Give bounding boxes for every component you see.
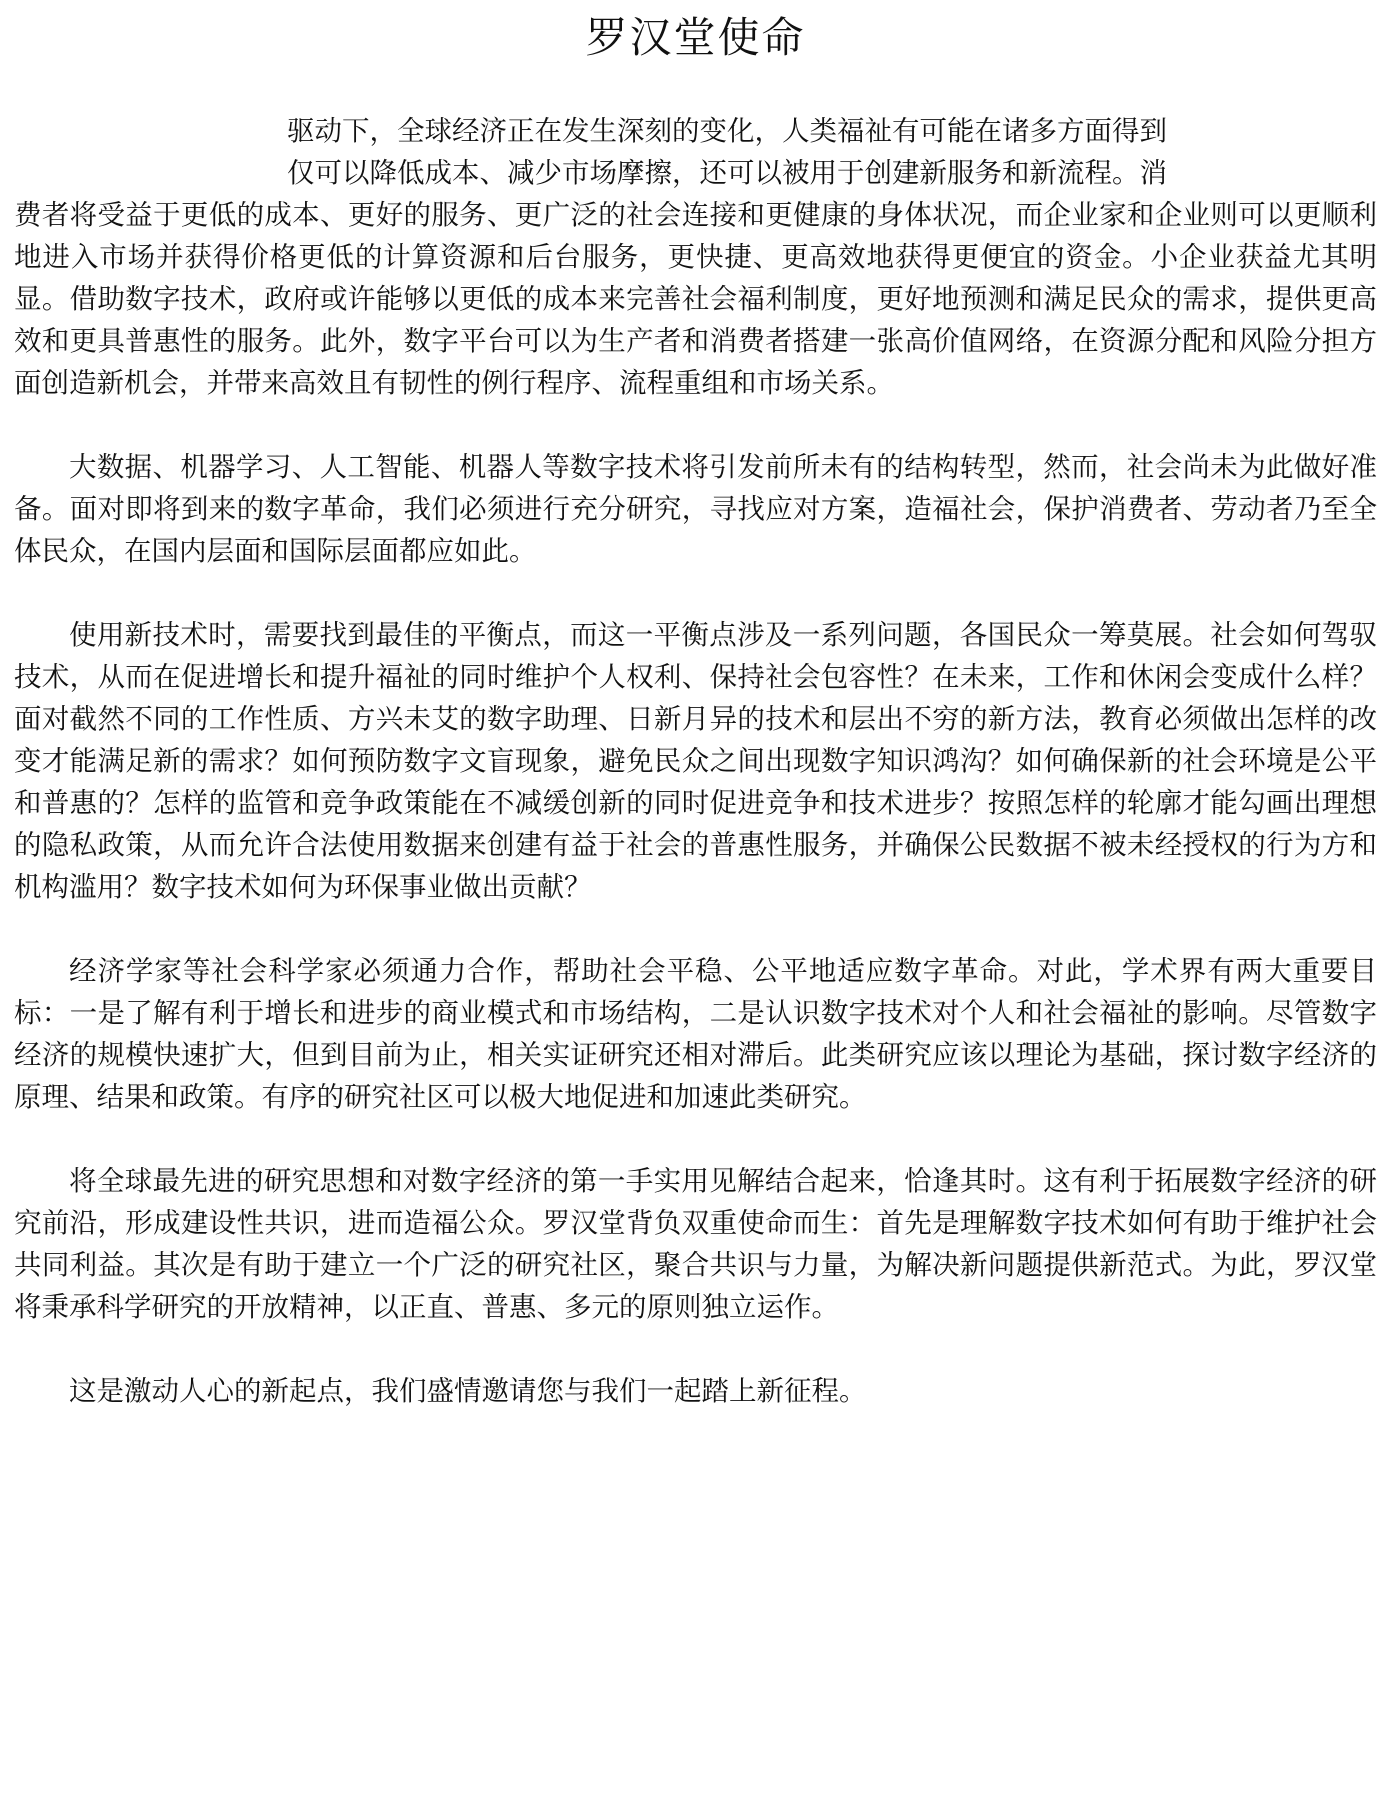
paragraph-5: 将全球最先进的研究思想和对数字经济的第一手实用见解结合起来，恰逢其时。这有利于拓展数字经济的研究前沿，形成建设性共识，进而造福公众。罗汉堂背负双重使命而生：首先是理解数字技术如何有助于维护社会共同利益。其次是有助于建立一个广泛的研究社区，聚合共识与力量，为解决新问题提供新范式。为此，罗汉堂将秉承科学研究的开放精神，以正直、普惠、多元的原则独立运作。	[14, 1165, 1377, 1323]
page-title: 罗汉堂使命	[585, 13, 806, 62]
paragraph-4: 经济学家等社会科学家必须通力合作，帮助社会平稳、公平地适应数字革命。对此，学术界有两大重要目标：一是了解有利于增长和进步的商业模式和市场结构，二是认识数字技术对个人和社会福祉的影响。尽管数字经济的规模快速扩大，但到目前为止，相关实证研究还相对滞后。此类研究应该以理论为基础，探讨数字经济的原理、结果和政策。有序的研究社区可以极大地促进和加速此类研究。	[14, 955, 1377, 1113]
paragraph-3: 使用新技术时，需要找到最佳的平衡点，而这一平衡点涉及一系列问题，各国民众一筹莫展。社会如何驾驭技术，从而在促进增长和提升福祉的同时维护个人权利、保持社会包容性？在未来，工作和休闲会变成什么样？面对截然不同的工作性质、方兴未艾的数字助理、日新月异的技术和层出不穷的新方法，教育必须做出怎样的改变才能满足新的需求？如何预防数字文盲现象，避免民众之间出现数字知识鸿沟？如何确保新的社会环境是公平和普惠的？怎样的监管和竞争政策能在不减缓创新的同时促进竞争和技术进步？按照怎样的轮廓才能勾画出理想的隐私政策，从而允许合法使用数据来创建有益于社会的普惠性服务，并确保公民数据不被未经授权的行为方和机构滥用？数字技术如何为环保事业做出贡献？	[14, 619, 1377, 903]
paragraph-1-rest: 费者将受益于更低的成本、更好的服务、更广泛的社会连接和更健康的身体状况，而企业家和企业则可以更顺利地进入市场并获得价格更低的计算资源和后台服务，更快捷、更高效地获得更便宜的资金。小企业获益尤其明显。借助数字技术，政府或许能够以更低的成本来完善社会福利制度，更好地预测和满足民众的需求，提供更高效和更具普惠性的服务。此外，数字平台可以为生产者和消费者搭建一张高价值网络，在资源分配和风险分担方面创造新机会，并带来高效且有韧性的例行程序、流程重组和市场关系。	[14, 199, 1377, 399]
paragraph-6: 这是激动人心的新起点，我们盛情邀请您与我们一起踏上新征程。	[69, 1375, 867, 1407]
paragraph-1	[14, 110, 1377, 404]
paragraph-1-line-2: 仅可以降低成本、减少市场摩擦，还可以被用于创建新服务和新流程。消	[287, 157, 1167, 189]
paragraph-1-line-1: 驱动下，全球经济正在发生深刻的变化，人类福祉有可能在诸多方面得到	[287, 115, 1167, 147]
paragraph-2: 大数据、机器学习、人工智能、机器人等数字技术将引发前所未有的结构转型，然而，社会尚未为此做好准备。面对即将到来的数字革命，我们必须进行充分研究，寻找应对方案，造福社会，保护消费者、劳动者乃至全体民众，在国内层面和国际层面都应如此。	[14, 451, 1377, 567]
